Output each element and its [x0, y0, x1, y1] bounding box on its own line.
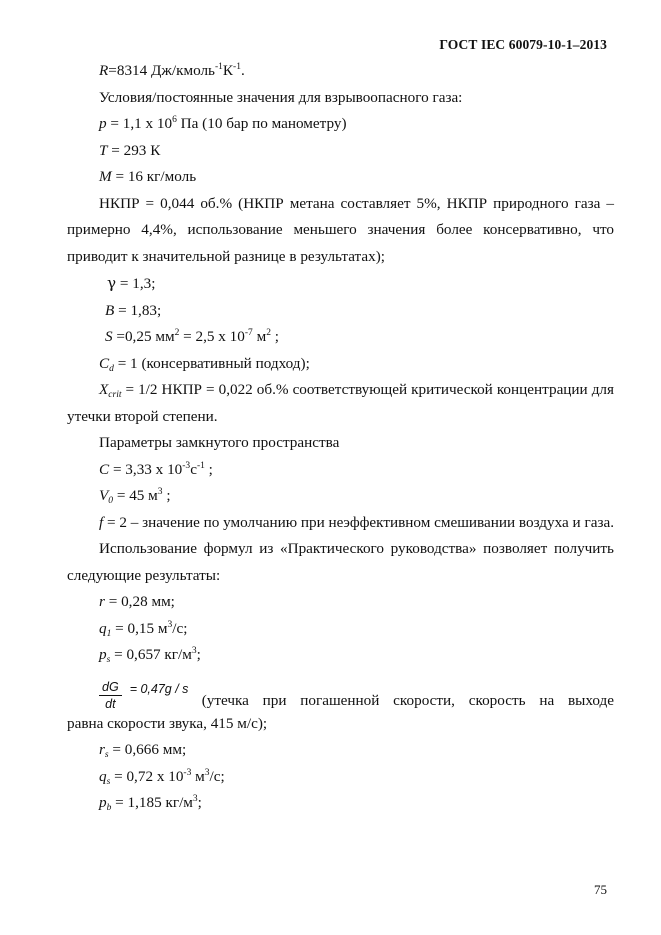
- line-v0: $V_0 = 45$ $м^3$ ;: [99, 487, 171, 506]
- page-number: 75: [594, 882, 607, 897]
- line-ps: $p_s = 0,657$ $кг/м^3$;: [99, 646, 201, 665]
- line-f: f = 2 – значение по умолчанию при неэффективном смешивании воздуха и газа.: [99, 513, 614, 531]
- line-q1: $q_1 = 0,15$ $м^3/с$;: [99, 619, 188, 639]
- line-temperature: T = 293 К: [99, 141, 161, 159]
- line-s: S =0,25 $мм^2 = 2,5$ х $10^{-7}$ $м^2$ ;: [105, 328, 279, 345]
- line-cd: $C_d = 1$ (консервативный подход);: [99, 354, 310, 374]
- dg-dt-formula-row: [67, 671, 614, 711]
- line-pressure: p = 1,1 х $10^6$ Па (10 бар по манометру): [99, 115, 347, 132]
- symbol-r: R: [99, 62, 109, 79]
- line-xcrit: $X_{crit} = 1/2$ НКПР = 0,022 об.% соответствующей критической концентрации для утечки второй степени.: [67, 381, 614, 425]
- conditions-heading: Условия/постоянные значения для взрывоопасного газа:: [99, 88, 463, 106]
- line-r: R=8314 $Дж/кмоль^{-1}К^{-1}$.: [99, 62, 245, 79]
- line-qs: $q_s = 0,72$ х $10^{-3}$ $м^3/с$;: [99, 767, 225, 787]
- nkpr-paragraph: НКПР = 0,044 об.% (НКПР метана составляет 5%, НКПР природного газа – примерно 4,4%, использование меньшего значения более консервативно, что приводит к значительной разнице в результатах);: [67, 194, 614, 265]
- dg-dt-fraction: $\frac{dG}{dt}$: [99, 680, 122, 711]
- line-c: C = 3,33 х $10^{-3}с^{-1}$ ;: [99, 460, 213, 478]
- dg-dt-value: = 0,47g / s: [129, 681, 189, 696]
- line-r-result: r = 0,28 мм;: [99, 593, 175, 610]
- formulas-paragraph: Использование формул из «Практического руководства» позволяет получить следующие результаты:: [67, 540, 614, 584]
- line-gamma: γ = 1,3;: [107, 274, 156, 292]
- line-molar-mass: M = 16 кг/моль: [99, 168, 197, 185]
- enclosure-params-heading: Параметры замкнутого пространства: [99, 434, 340, 451]
- line-b: B = 1,83;: [105, 301, 162, 319]
- line-pb: $p_b = 1,185$ $кг/м^3$;: [99, 794, 202, 813]
- line-rs: $r_s = 0,666$ мм;: [99, 741, 187, 760]
- document-header: ГОСТ IEC 60079-10-1–2013: [439, 37, 607, 52]
- page-content: [67, 58, 614, 817]
- dg-dt-explanation: (утечка при погашенной скорости, скорость на выходе: [201, 691, 614, 709]
- dg-dt-continuation: равна скорости звука, 415 м/с);: [67, 714, 268, 732]
